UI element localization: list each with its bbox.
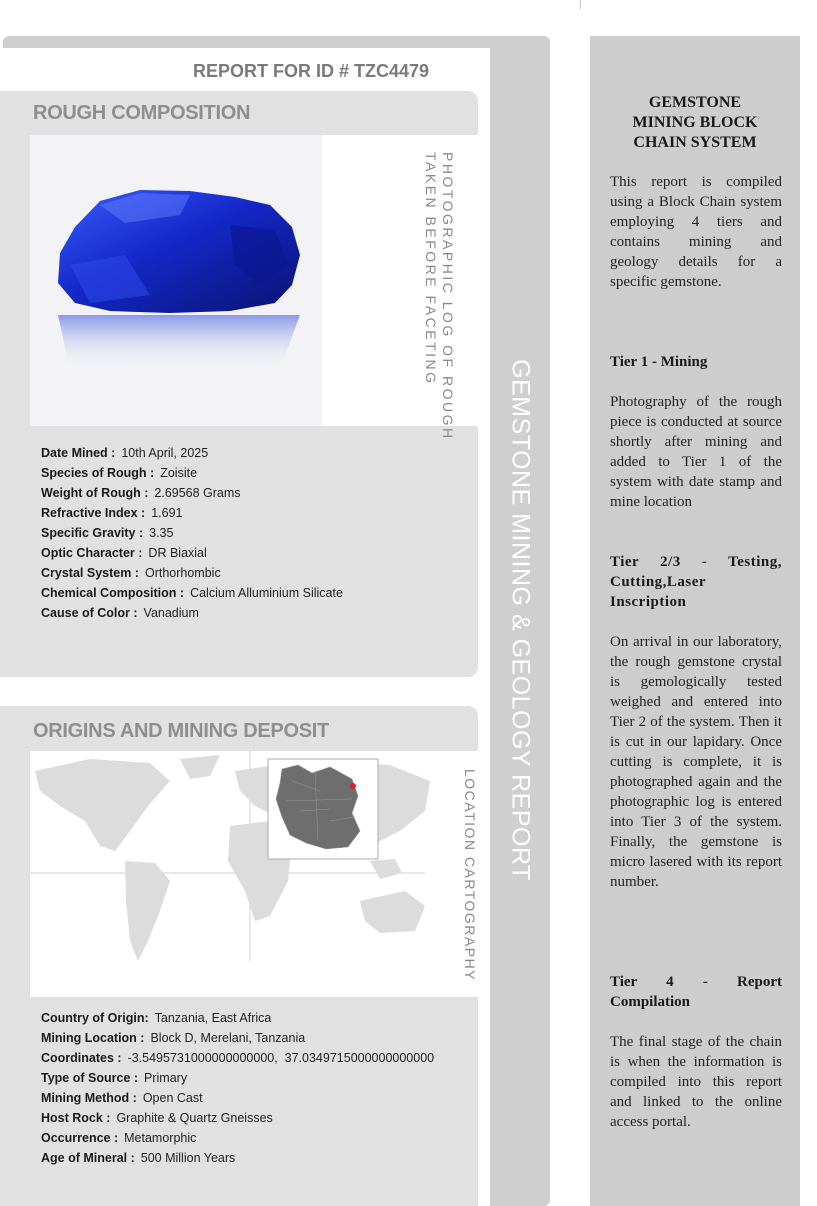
rough-field-specific-gravity: Specific Gravity : 3.35 (41, 526, 174, 540)
rough-composition-title: ROUGH COMPOSITION (33, 102, 251, 124)
location-map-area (30, 751, 478, 997)
origins-field-age-of-mineral: Age of Mineral : 500 Million Years (41, 1151, 236, 1165)
rough-field-crystal-system: Crystal System : Orthorhombic (41, 566, 221, 580)
tier4-heading: Tier 4 - Report Compilation (610, 974, 782, 1010)
report-vertical-title: GEMSTONE MINING & GEOLOGY REPORT (506, 359, 535, 881)
rough-photo-caption-line1: PHOTOGRAPHIC LOG OF ROUGH (440, 152, 456, 441)
rough-photo-caption-line2: TAKEN BEFORE FACETING (423, 152, 439, 386)
tier1-heading: Tier 1 - Mining (610, 354, 708, 370)
rough-details-list (41, 443, 343, 623)
report-id-heading: REPORT FOR ID # TZC4479 (193, 61, 430, 81)
top-divider-tick (580, 0, 581, 9)
map-caption: LOCATION CARTOGRAPHY (462, 769, 478, 982)
header-bar (3, 36, 548, 48)
origins-title: ORIGINS AND MINING DEPOSIT (33, 720, 329, 742)
origins-field-host-rock: Host Rock : Graphite & Quartz Gneisses (41, 1111, 273, 1125)
world-map (30, 751, 478, 997)
blockchain-info-sidebar (590, 36, 800, 1206)
rough-field-chemical-composition: Chemical Composition : Calcium Alluminium Silicate (41, 586, 343, 600)
rough-field-species: Species of Rough : Zoisite (41, 466, 198, 480)
tier23-heading: Tier 2/3 - Testing, Cutting,Laser Inscription (610, 554, 782, 610)
gemstone-image (30, 135, 322, 426)
rough-field-optic-character: Optic Character : DR Biaxial (41, 546, 207, 560)
origins-field-type-of-source: Type of Source : Primary (41, 1071, 188, 1085)
rough-field-cause-of-color: Cause of Color : Vanadium (41, 606, 199, 620)
tier23-text: On arrival in our laboratory, the rough gemstone crystal is gemologically tested weighed and entered into Tier 2 of the system. Then it is cut in our lapidary. Once cutting is complete, it is photographed again and the photographic log is entered into Tier 3 of the system. Finally, the gemstone is micro lasered with its report number. (610, 634, 782, 890)
rough-photo (30, 135, 322, 426)
rough-field-weight: Weight of Rough : 2.69568 Grams (41, 486, 241, 500)
origins-field-occurrence: Occurrence : Metamorphic (41, 1131, 197, 1145)
sidebar-intro: This report is compiled using a Block Chain system employing 4 tiers and contains mining and geology details for a specific gemstone. (610, 174, 782, 290)
rough-field-date-mined: Date Mined : 10th April, 2025 (41, 446, 209, 460)
sidebar-title: GEMSTONE MINING BLOCK CHAIN SYSTEM (632, 94, 758, 151)
origins-field-coordinates: Coordinates : -3.5495731000000000000, 37.0349715000000000000 (41, 1051, 435, 1065)
origins-field-country: Country of Origin: Tanzania, East Africa (41, 1011, 272, 1025)
tier1-text: Photography of the rough piece is conducted at source shortly after mining and added to Tier 1 of the system with date stamp and mine location (610, 394, 782, 510)
origins-field-mining-method: Mining Method : Open Cast (41, 1091, 203, 1105)
tier4-text: The final stage of the chain is when the information is compiled into this report and linked to the online access portal. (610, 1034, 782, 1130)
rough-photo-area (30, 135, 478, 426)
origins-field-mining-location: Mining Location : Block D, Merelani, Tanzania (41, 1031, 306, 1045)
rough-field-refractive-index: Refractive Index : 1.691 (41, 506, 183, 520)
mine-location-marker (350, 783, 356, 789)
origins-details-list (41, 1008, 434, 1168)
